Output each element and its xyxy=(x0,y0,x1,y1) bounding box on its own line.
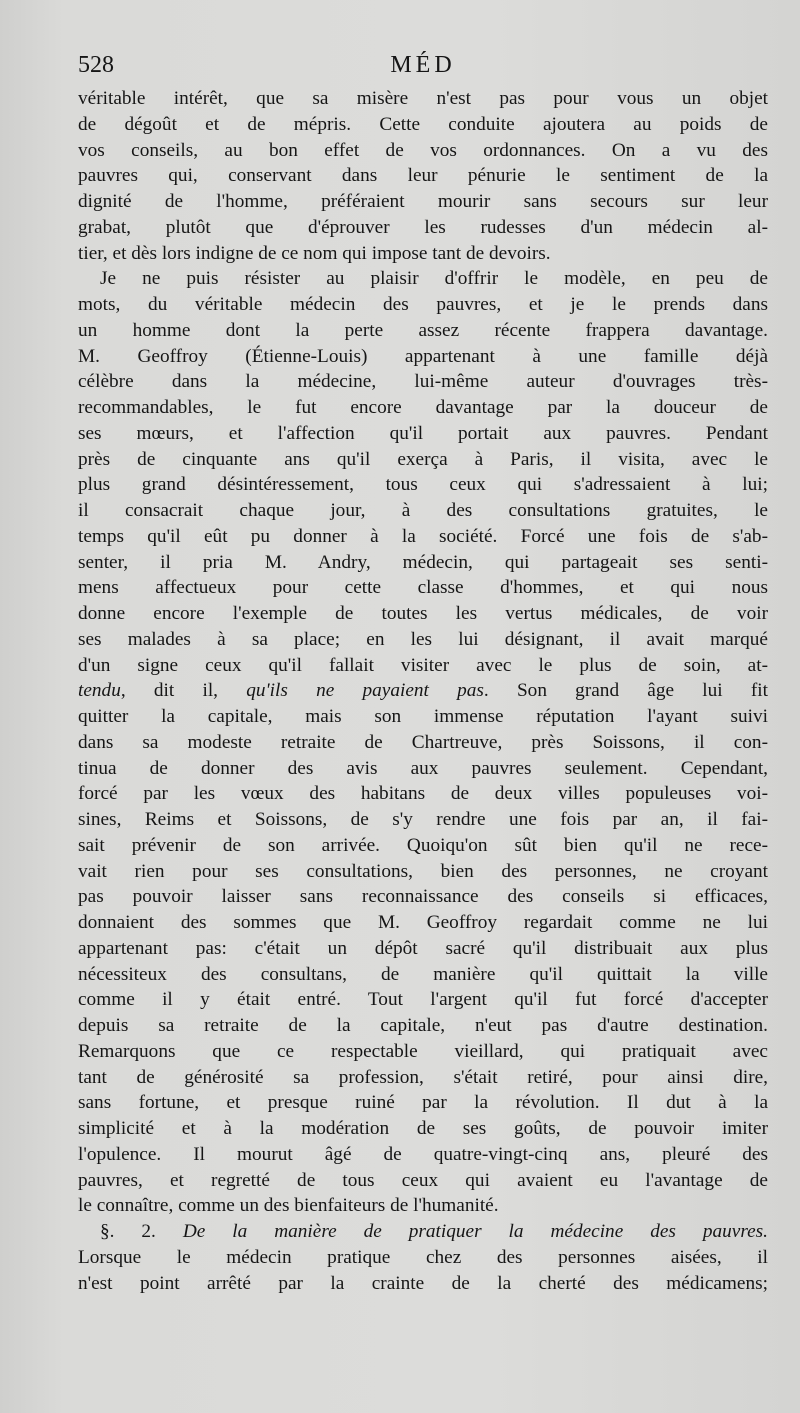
text-line: pauvres, et regretté de tous ceux qui avaient eu l'avantage de xyxy=(78,1169,768,1191)
text-line: Lorsque le médecin pratique chez des personnes aisées, il xyxy=(78,1246,768,1268)
text-line-italic-quote xyxy=(78,678,768,704)
text-line: tinua de donner des avis aux pauvres seulement. Cependant, xyxy=(78,757,768,779)
text-line: ses malades à sa place; en les lui désignant, il avait marqué xyxy=(78,628,768,650)
text-line: d'un signe ceux qu'il fallait visiter avec le plus de soin, at- xyxy=(78,654,768,676)
text-line: célèbre dans la médecine, lui-même auteur d'ouvrages très- xyxy=(78,371,768,393)
text-line: dans sa modeste retraite de Chartreuve, près Soissons, il con- xyxy=(78,731,768,753)
section-title: De la manière de pratiquer la médecine des pauvres. xyxy=(182,1221,768,1242)
text-line: vos conseils, au bon effet de vos ordonnances. On a vu des xyxy=(78,139,768,161)
text-line: forcé par les vœux des habitans de deux villes populeuses voi- xyxy=(78,783,768,805)
text-line: plus grand désintéressement, tous ceux qui s'adressaient à lui; xyxy=(78,474,768,496)
text-line: simplicité et à la modération de ses goûts, de pouvoir imiter xyxy=(78,1118,768,1139)
text-line: ses mœurs, et l'affection qu'il portait aux pauvres. Pendant xyxy=(78,422,768,444)
text-line: senter, il pria M. Andry, médecin, qui partageait ses senti- xyxy=(78,551,768,573)
text-line: tier, et dès lors indigne de ce nom qui impose tant de devoirs. xyxy=(78,242,551,264)
section-number: §. 2. xyxy=(100,1221,156,1242)
text-line: grabat, plutôt que d'éprouver les rudesses d'un médecin al- xyxy=(78,216,768,238)
text-line: pauvres qui, conservant dans leur pénurie le sentiment de la xyxy=(78,165,768,187)
text-line: sines, Reims et Soissons, de s'y rendre une fois par an, il fai- xyxy=(78,809,768,830)
line-fragment: . Son grand âge lui fit xyxy=(483,680,768,702)
text-line: près de cinquante ans qu'il exerça à Paris, il visita, avec le xyxy=(78,448,768,470)
text-line: temps qu'il eût pu donner à la société. Forcé une fois de s'ab- xyxy=(78,525,768,547)
text-line: le connaître, comme un des bienfaiteurs de l'humanité. xyxy=(78,1195,499,1217)
text-line: mots, du véritable médecin des pauvres, et je le prends dans xyxy=(78,294,768,315)
italic-quote: qu'ils ne payaient pas xyxy=(246,680,484,702)
text-line: sait prévenir de son arrivée. Quoiqu'on sût bien qu'il ne rece- xyxy=(78,834,768,856)
text-line: sans fortune, et presque ruiné par la révolution. Il dut à la xyxy=(78,1092,768,1114)
text-line: quitter la capitale, mais son immense réputation l'ayant suivi xyxy=(78,706,768,727)
text-line: dignité de l'homme, préféraient mourir sans secours sur leur xyxy=(78,191,768,212)
text-line: appartenant pas: c'était un dépôt sacré qu'il distribuait aux plus xyxy=(78,937,768,959)
text-line: M. Geoffroy (Étienne-Louis) appartenant à une famille déjà xyxy=(78,345,768,367)
text-line: pas pouvoir laisser sans reconnaissance des conseils si efficaces, xyxy=(78,886,768,908)
text-line: vait rien pour ses consultations, bien des personnes, ne croyant xyxy=(78,860,768,882)
page-header xyxy=(78,52,768,86)
text-line: nécessiteux des consultans, de manière qu'il quittait la ville xyxy=(78,963,768,985)
body-text xyxy=(78,86,768,1296)
line-fragment: , dit il, xyxy=(120,680,247,702)
text-line: de dégoût et de mépris. Cette conduite ajoutera au poids de xyxy=(78,113,768,135)
text-line: Je ne puis résister au plaisir d'offrir le modèle, en peu de xyxy=(100,268,768,290)
page-number: 528 xyxy=(78,52,114,78)
text-line: depuis sa retraite de la capitale, n'eut pas d'autre destination. xyxy=(78,1015,768,1036)
text-line: n'est point arrêté par la crainte de la cherté des médicamens; xyxy=(78,1272,768,1294)
text-line: tant de générosité sa profession, s'était retiré, pour ainsi dire, xyxy=(78,1066,768,1088)
text-line: un homme dont la perte assez récente frappera davantage. xyxy=(78,319,768,341)
italic-word: tendu xyxy=(78,680,121,702)
text-line: mens affectueux pour cette classe d'hommes, et qui nous xyxy=(78,577,768,599)
section-heading xyxy=(78,1219,768,1245)
text-line: Remarquons que ce respectable vieillard, qui pratiquait avec xyxy=(78,1040,768,1062)
text-line: recommandables, le fut encore davantage par la douceur de xyxy=(78,397,768,418)
text-line: comme il y était entré. Tout l'argent qu'il fut forcé d'accepter xyxy=(78,989,768,1011)
running-head: MÉD xyxy=(390,52,456,78)
text-line: il consacrait chaque jour, à des consultations gratuites, le xyxy=(78,500,768,521)
text-line: donnaient des sommes que M. Geoffroy regardait comme ne lui xyxy=(78,912,768,933)
text-line: l'opulence. Il mourut âgé de quatre-vingt-cinq ans, pleuré des xyxy=(78,1143,768,1165)
text-line: donne encore l'exemple de toutes les vertus médicales, de voir xyxy=(78,603,768,624)
text-line: véritable intérêt, que sa misère n'est pas pour vous un objet xyxy=(78,88,768,109)
